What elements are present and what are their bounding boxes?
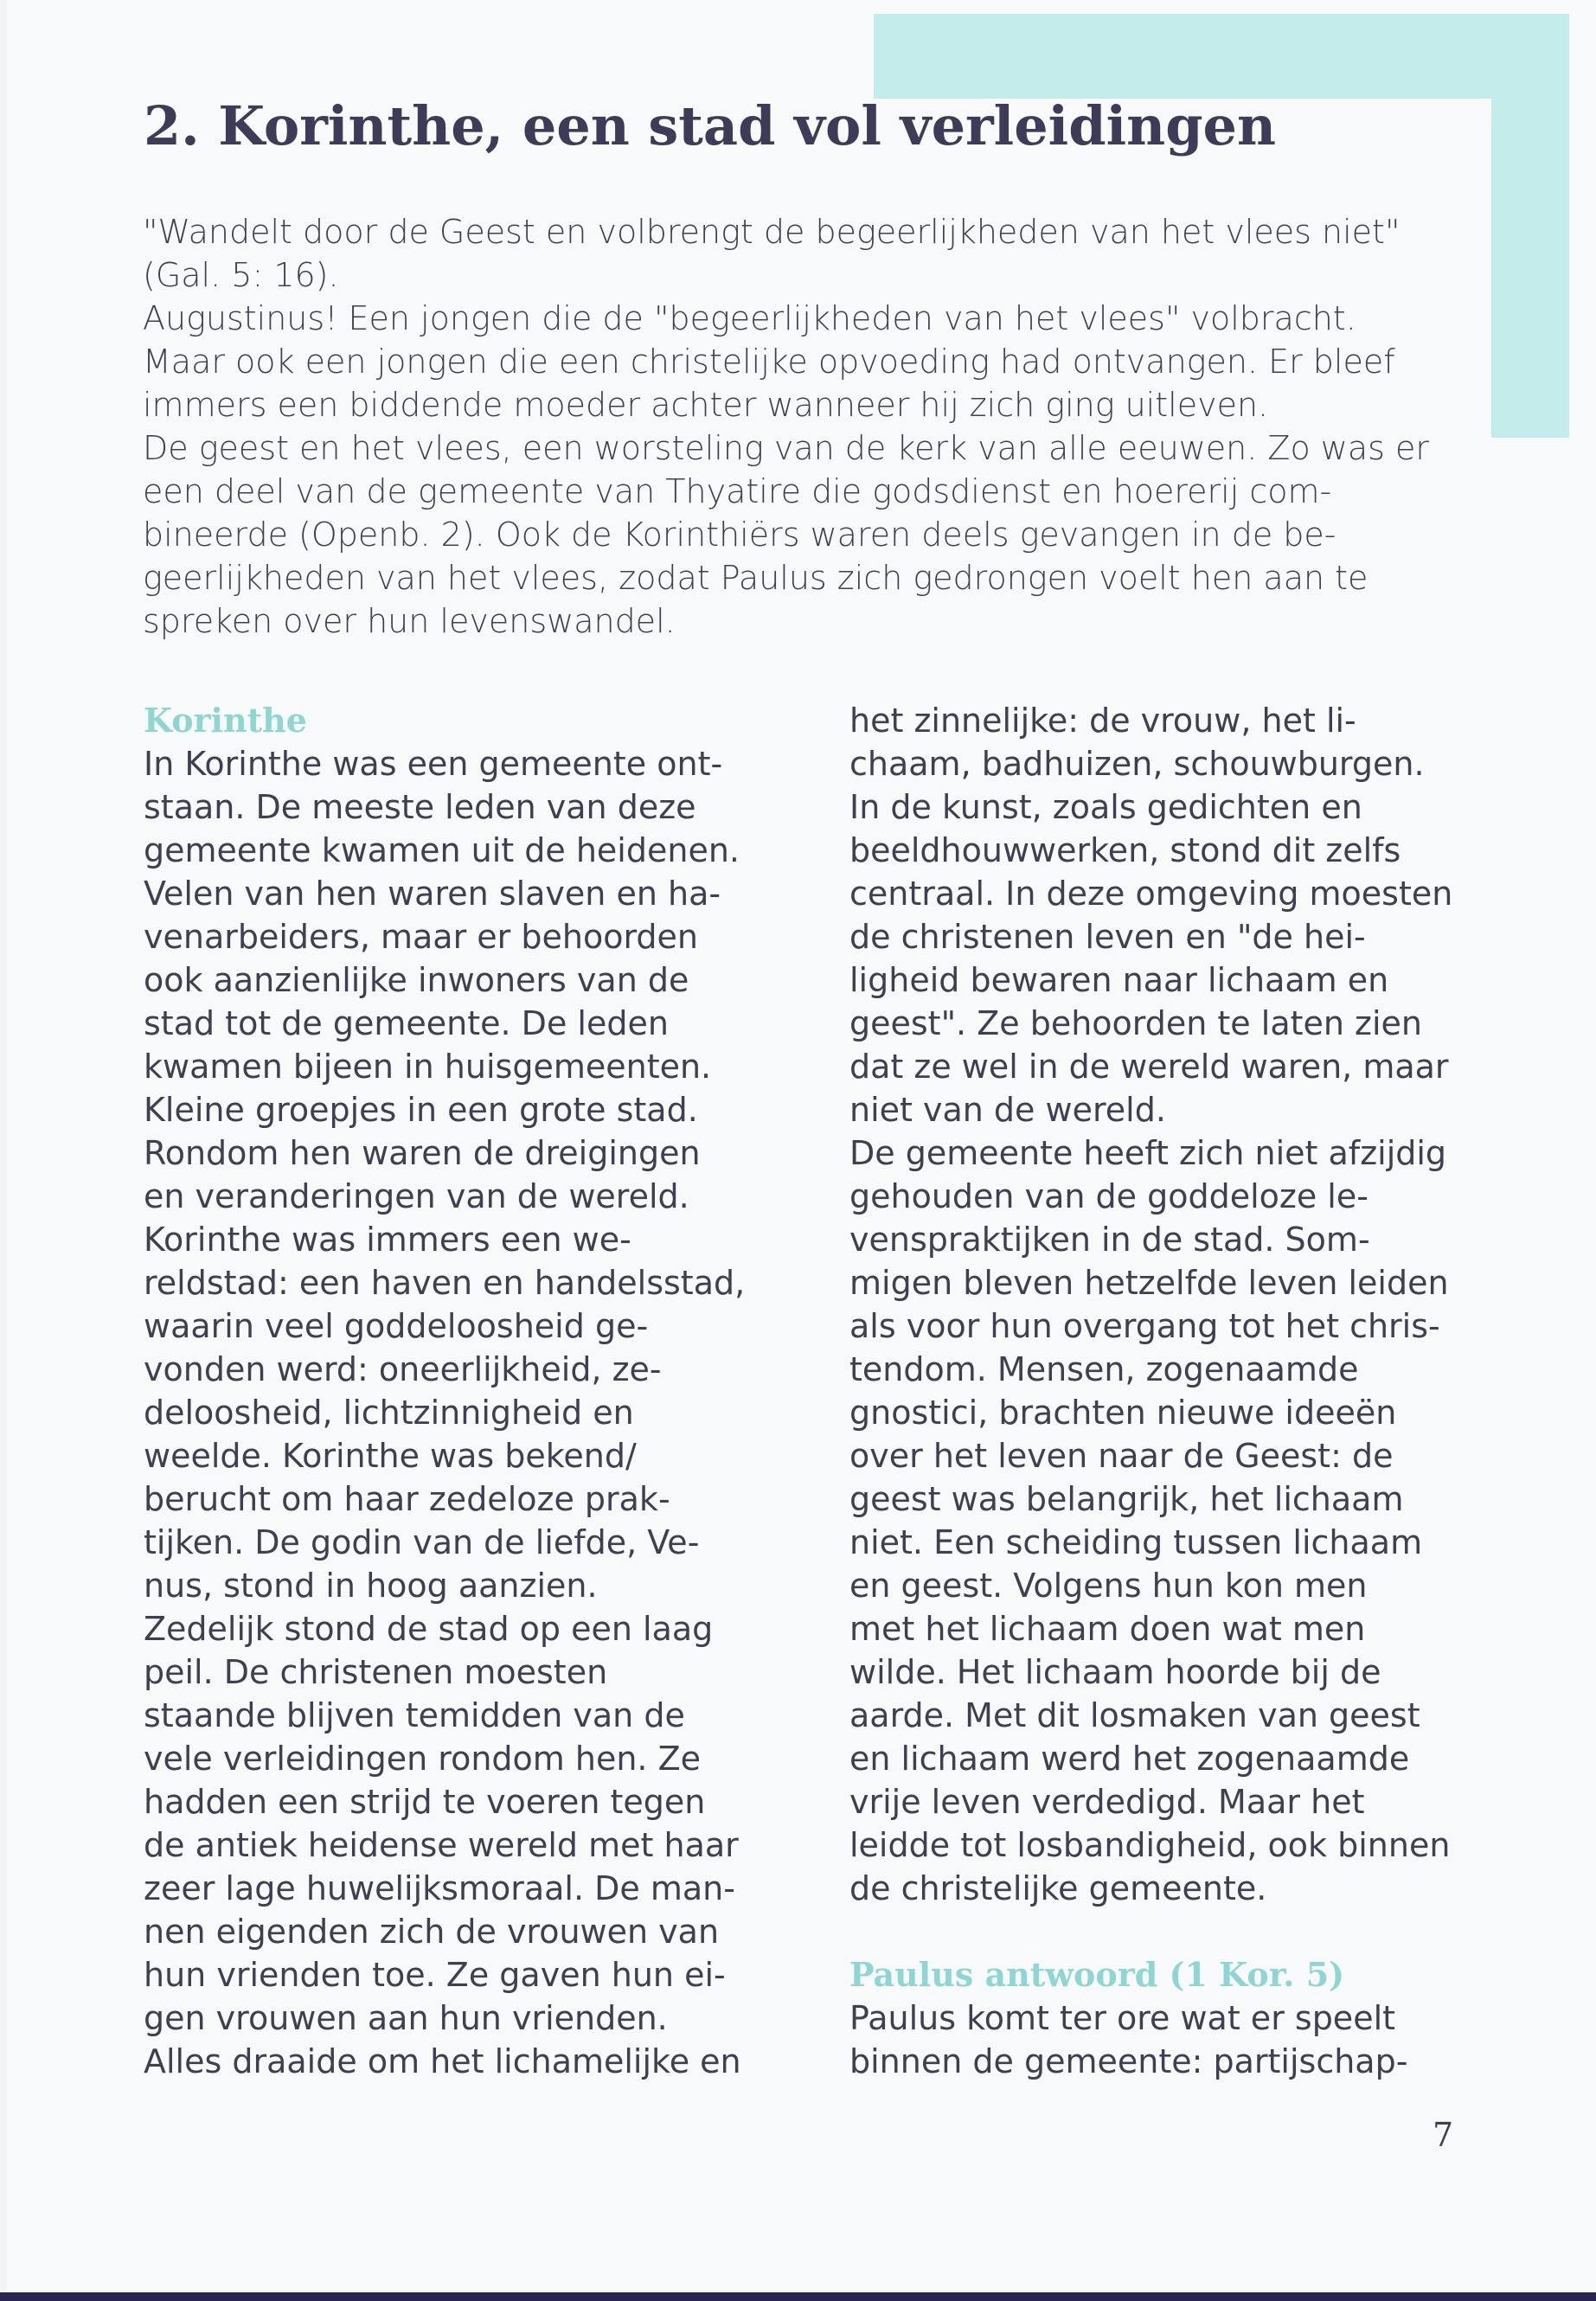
body-line: deloosheid, lichtzinnigheid en	[144, 1394, 634, 1432]
body-line: niet. Een scheiding tussen lichaam	[849, 1523, 1423, 1561]
body-line: de antiek heidense wereld met haar	[144, 1826, 739, 1864]
left-column	[144, 699, 784, 2083]
body-line: vrije leven verdedigd. Maar het	[849, 1783, 1365, 1821]
body-line: en geest. Volgens hun kon men	[849, 1567, 1368, 1605]
body-line: waarin veel goddeloosheid ge-	[144, 1307, 649, 1345]
body-line: hadden een strijd te voeren tegen	[144, 1783, 706, 1821]
accent-block-top	[874, 14, 1569, 99]
body-line: berucht om haar zedeloze prak-	[144, 1480, 670, 1518]
body-line: als voor hun overgang tot het chris-	[849, 1307, 1440, 1345]
accent-block-side	[1491, 14, 1569, 438]
paragraph-gap	[849, 1910, 1490, 1953]
body-line: Rondom hen waren de dreigingen	[144, 1134, 701, 1172]
right-column	[849, 699, 1490, 2083]
intro-line: geerlijkheden van het vlees, zodat Paulus zich gedrongen voelt hen aan te	[143, 559, 1368, 597]
body-line: de christenen leven en "de hei-	[849, 918, 1366, 956]
body-line: venspraktijken in de stad. Som-	[849, 1221, 1370, 1259]
body-line: aarde. Met dit losmaken van geest	[849, 1696, 1420, 1734]
intro-line: bineerde (Openb. 2). Ook de Korinthiërs waren deels gevangen in de be-	[143, 516, 1336, 554]
body-line: Alles draaide om het lichamelijke en	[144, 2042, 741, 2080]
body-line: chaam, badhuizen, schouwburgen.	[849, 745, 1425, 783]
body-line: tijken. De godin van de liefde, Ve-	[144, 1523, 700, 1561]
body-line: peil. De christenen moesten	[144, 1653, 608, 1691]
body-line: hun vrienden toe. Ze gaven hun ei-	[144, 1956, 726, 1994]
body-line: nen eigenden zich de vrouwen van	[144, 1913, 720, 1951]
body-line: Paulus komt ter ore wat er speelt	[849, 1999, 1396, 2037]
body-line: In de kunst, zoals gedichten en	[849, 788, 1362, 826]
section-heading-korinthe: Korinthe	[144, 701, 307, 740]
body-line: gehouden van de goddeloze le-	[849, 1177, 1368, 1215]
body-line: beeldhouwwerken, stond dit zelfs	[849, 831, 1401, 869]
body-line: Kleine groepjes in een grote stad.	[144, 1091, 698, 1129]
body-line: Zedelijk stond de stad op een laag	[144, 1610, 714, 1648]
body-line: staan. De meeste leden van deze	[144, 788, 696, 826]
body-line: reldstad: een haven en handelsstad,	[144, 1264, 746, 1302]
body-line: over het leven naar de Geest: de	[849, 1437, 1394, 1475]
body-line: niet van de wereld.	[849, 1091, 1166, 1129]
body-line: gnostici, brachten nieuwe ideeën	[849, 1394, 1397, 1432]
intro-line: De geest en het vlees, een worsteling van de kerk van alle eeuwen. Zo was er	[143, 429, 1430, 467]
body-line: vele verleidingen rondom hen. Ze	[144, 1740, 701, 1778]
body-line: In Korinthe was een gemeente ont-	[144, 745, 723, 783]
body-line: de christelijke gemeente.	[849, 1869, 1267, 1907]
body-line: stad tot de gemeente. De leden	[144, 1004, 669, 1042]
body-line: met het lichaam doen wat men	[849, 1610, 1366, 1648]
body-line: dat ze wel in de wereld waren, maar	[849, 1048, 1449, 1086]
intro-paragraph	[143, 210, 1484, 643]
body-line: venarbeiders, maar er behoorden	[144, 918, 698, 956]
body-line: Korinthe was immers een we-	[144, 1221, 631, 1259]
body-line: centraal. In deze omgeving moesten	[849, 875, 1453, 913]
intro-line: spreken over hun levenswandel.	[143, 602, 676, 640]
body-line: binnen de gemeente: partijschap-	[849, 2042, 1408, 2080]
body-line: gen vrouwen aan hun vrienden.	[144, 1999, 668, 2037]
intro-line: Augustinus! Een jongen die de "begeerlijkheden van het vlees" volbracht.	[143, 299, 1356, 337]
body-line: geest". Ze behoorden te laten zien	[849, 1004, 1423, 1042]
intro-line: Maar ook een jongen die een christelijke opvoeding had ontvangen. Er bleef	[143, 343, 1395, 381]
body-line: nus, stond in hoog aanzien.	[144, 1567, 598, 1605]
intro-line: een deel van de gemeente van Thyatire die godsdienst en hoererij com-	[143, 472, 1332, 510]
body-line: ook aanzienlijke inwoners van de	[144, 961, 689, 999]
body-line: leidde tot losbandigheid, ook binnen	[849, 1826, 1451, 1864]
body-line: Velen van hen waren slaven en ha-	[144, 875, 721, 913]
chapter-title: 2. Korinthe, een stad vol verleidingen	[144, 94, 1277, 157]
body-line: zeer lage huwelijksmoraal. De man-	[144, 1869, 735, 1907]
body-line: ligheid bewaren naar lichaam en	[849, 961, 1389, 999]
page-bottom-edge	[0, 2292, 1596, 2301]
intro-line: immers een biddende moeder achter wanneer hij zich ging uitleven.	[143, 386, 1269, 424]
body-line: gemeente kwamen uit de heidenen.	[144, 831, 740, 869]
intro-line: (Gal. 5: 16).	[143, 256, 339, 294]
body-line: en lichaam werd het zogenaamde	[849, 1740, 1410, 1778]
intro-line: "Wandelt door de Geest en volbrengt de begeerlijkheden van het vlees niet"	[143, 213, 1401, 251]
body-line: staande blijven temidden van de	[144, 1696, 685, 1734]
body-line: wilde. Het lichaam hoorde bij de	[849, 1653, 1381, 1691]
body-line: kwamen bijeen in huisgemeenten.	[144, 1048, 712, 1086]
body-line: migen bleven hetzelfde leven leiden	[849, 1264, 1449, 1302]
section-heading-paulus: Paulus antwoord (1 Kor. 5)	[849, 1955, 1345, 1994]
body-line: geest was belangrijk, het lichaam	[849, 1480, 1404, 1518]
body-line: het zinnelijke: de vrouw, het li-	[849, 702, 1356, 740]
body-line: tendom. Mensen, zogenaamde	[849, 1350, 1359, 1388]
body-line: De gemeente heeft zich niet afzijdig	[849, 1134, 1447, 1172]
body-line: vonden werd: oneerlijkheid, ze-	[144, 1350, 662, 1388]
page-number: 7	[1433, 2116, 1454, 2154]
body-line: weelde. Korinthe was bekend/	[144, 1437, 637, 1475]
body-line: en veranderingen van de wereld.	[144, 1177, 689, 1215]
